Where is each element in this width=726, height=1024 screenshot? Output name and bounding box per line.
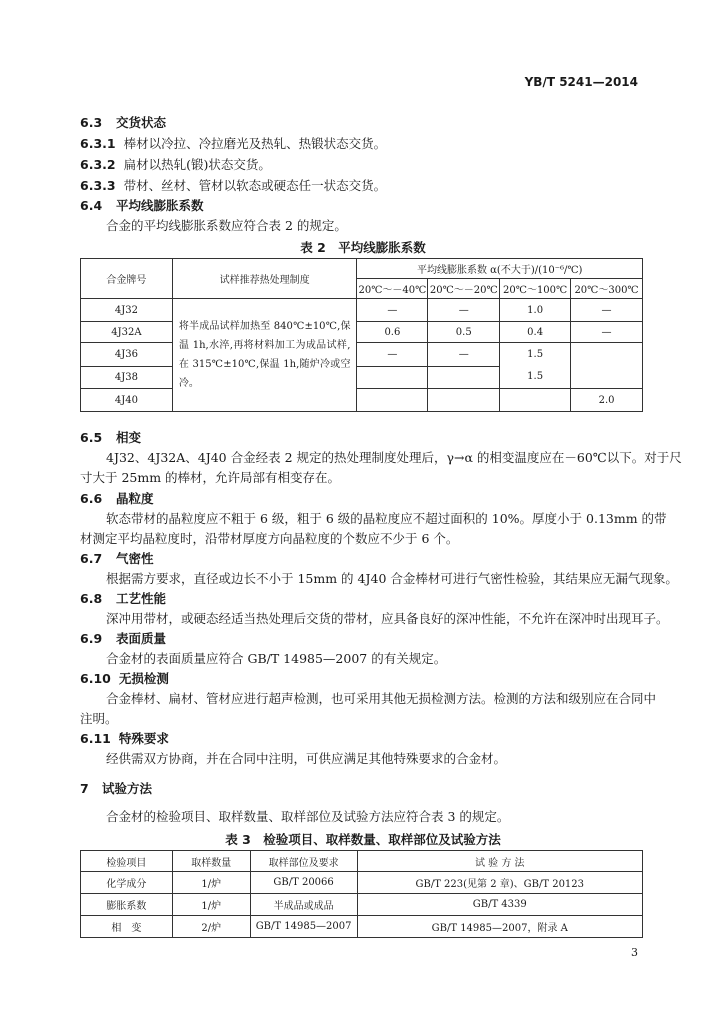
col-header-location: 取样部位及要求 — [250, 851, 357, 872]
item-cell: 相 变 — [81, 916, 173, 938]
value-cell: 2.0 — [571, 389, 643, 412]
value-cell: — — [357, 343, 428, 367]
col-header-method: 试 验 方 法 — [357, 851, 642, 872]
section-6-7-text: 根据需方要求，直径或边长不小于 15mm 的 4J40 合金棒材可进行气密性检验，其结果应无漏气现象。 — [106, 571, 678, 586]
treatment-cell: 将半成品试样加热至 840℃±10℃,保温 1h,水淬,再将材料加工为成品试样,在 315℃±10℃,保温 1h,随炉冷或空冷。 — [172, 299, 357, 412]
section-6-3-heading — [80, 113, 166, 131]
clause-text: 带材、丝材、管材以软态或硬态任一状态交货。 — [123, 178, 387, 193]
section-6-5-line-2: 寸大于 25mm 的棒材，允许局部有相变存在。 — [80, 470, 341, 485]
value-cell — [500, 343, 571, 389]
clause-number: 6.3.2 — [80, 157, 116, 172]
value-cell: 0.4 — [500, 322, 571, 343]
clause-number: 6.3.1 — [80, 136, 116, 151]
section-6-8-text: 深冲用带材，或硬态经适当热处理后交货的带材，应具备良好的深冲性能，不允许在深冲时出现耳子。 — [106, 611, 669, 626]
table-row — [81, 322, 643, 343]
value-cell: 0.6 — [357, 322, 428, 343]
section-6-10-heading — [80, 669, 169, 687]
value-cell: — — [571, 322, 643, 343]
section-number: 6.11 — [80, 731, 111, 746]
section-6-6-line-2: 材测定平均晶粒度时，沿带材厚度方向晶粒度的个数应不少于 6 个。 — [80, 531, 459, 546]
table-row — [81, 872, 643, 894]
table-2-caption: 表 2 平均线膨胀系数 — [300, 240, 426, 255]
section-number: 6.5 — [80, 430, 103, 445]
location-cell: GB/T 14985—2007 — [250, 916, 357, 938]
col-header-qty: 取样数量 — [172, 851, 250, 872]
clause-text: 棒材以冷拉、冷拉磨光及热轧、热锻状态交货。 — [123, 136, 387, 151]
qty-cell: 1/炉 — [172, 894, 250, 916]
value-4j38: 1.5 — [527, 371, 544, 382]
section-number: 6.9 — [80, 631, 103, 646]
clause-text: 扁材以热轧(锻)状态交货。 — [123, 157, 271, 172]
section-6-7-heading — [80, 549, 154, 567]
page-number: 3 — [631, 946, 638, 959]
section-6-5-heading — [80, 428, 141, 446]
value-cell — [428, 389, 500, 412]
method-cell: GB/T 14985—2007，附录 A — [357, 916, 642, 938]
section-6-5-line-1: 4J32、4J32A、4J40 合金经表 2 规定的热处理制度处理后，γ→α 的相变温度应在－60℃以下。对于尺 — [106, 450, 682, 465]
section-number: 6.6 — [80, 491, 103, 506]
value-cell: 0.5 — [428, 322, 500, 343]
table-row — [81, 916, 643, 938]
method-cell: GB/T 4339 — [357, 894, 642, 916]
section-title: 特殊要求 — [118, 731, 169, 746]
col-header-alloy: 合金牌号 — [81, 259, 173, 299]
table-row — [81, 389, 643, 412]
section-6-6-heading — [80, 489, 154, 507]
section-6-10-line-1: 合金棒材、扁材、管材应进行超声检测，也可采用其他无损检测方法。检测的方法和级别应在合同中 — [106, 691, 657, 706]
section-number: 6.8 — [80, 591, 103, 606]
method-cell: GB/T 223(见第 2 章)、GB/T 20123 — [357, 872, 642, 894]
value-4j36: 1.5 — [527, 349, 544, 360]
value-cell — [357, 389, 428, 412]
section-title: 无损检测 — [118, 671, 169, 686]
range-header: 20℃～－40℃ — [357, 279, 428, 299]
location-cell: GB/T 20066 — [250, 872, 357, 894]
range-header: 20℃～－20℃ — [428, 279, 500, 299]
table-row — [81, 894, 643, 916]
value-cell: — — [357, 299, 428, 322]
section-number: 7 — [80, 781, 89, 796]
standard-number: YB/T 5241—2014 — [524, 75, 638, 89]
section-6-11-heading — [80, 729, 169, 747]
value-cell: — — [428, 343, 500, 367]
clause-number: 6.3.3 — [80, 178, 116, 193]
section-title: 交货状态 — [116, 115, 167, 130]
col-header-item: 检验项目 — [81, 851, 173, 872]
value-cell — [428, 366, 500, 389]
range-header: 20℃～300℃ — [571, 279, 643, 299]
alloy-cell: 4J40 — [81, 389, 173, 412]
value-cell: — — [428, 299, 500, 322]
value-cell — [500, 389, 571, 412]
table-row — [81, 299, 643, 322]
section-6-4-text: 合金的平均线膨胀系数应符合表 2 的规定。 — [106, 218, 347, 233]
clause-6-3-2 — [80, 155, 271, 173]
alloy-cell: 4J38 — [81, 366, 173, 389]
section-6-6-line-1: 软态带材的晶粒度应不粗于 6 级，粗于 6 级的晶粒度应不超过面积的 10%。厚度小于 0.13mm 的带 — [106, 511, 667, 526]
section-6-8-heading — [80, 589, 166, 607]
section-6-9-heading — [80, 629, 166, 647]
alloy-cell: 4J32 — [81, 299, 173, 322]
section-number: 6.7 — [80, 551, 103, 566]
table-3 — [80, 850, 643, 938]
section-6-4-heading — [80, 196, 204, 214]
section-7-text: 合金材的检验项目、取样数量、取样部位及试验方法应符合表 3 的规定。 — [106, 809, 510, 824]
qty-cell: 1/炉 — [172, 872, 250, 894]
table-2 — [80, 258, 643, 412]
value-cell — [357, 366, 428, 389]
section-title: 相变 — [116, 430, 142, 445]
alloy-cell: 4J36 — [81, 343, 173, 367]
section-title: 平均线膨胀系数 — [116, 198, 204, 213]
clause-6-3-3 — [80, 176, 386, 194]
clause-6-3-1 — [80, 134, 386, 152]
section-7-heading — [80, 779, 152, 797]
table-row — [81, 343, 643, 367]
section-number: 6.3 — [80, 115, 103, 130]
section-6-11-text: 经供需双方协商，并在合同中注明，可供应满足其他特殊要求的合金材。 — [106, 751, 507, 766]
section-title: 表面质量 — [116, 631, 167, 646]
value-cell: — — [571, 299, 643, 322]
section-title: 晶粒度 — [116, 491, 154, 506]
location-cell: 半成品或成品 — [250, 894, 357, 916]
section-number: 6.4 — [80, 198, 103, 213]
col-header-treatment: 试样推荐热处理制度 — [172, 259, 357, 299]
section-title: 试验方法 — [102, 781, 153, 796]
value-cell: 1.0 — [500, 299, 571, 322]
section-title: 气密性 — [116, 551, 154, 566]
section-6-10-line-2: 注明。 — [80, 711, 118, 726]
col-header-coefficient: 平均线膨胀系数 α(不大于)/(10⁻⁶/℃) — [357, 259, 643, 279]
table-3-caption: 表 3 检验项目、取样数量、取样部位及试验方法 — [225, 832, 501, 847]
item-cell: 膨胀系数 — [81, 894, 173, 916]
section-number: 6.10 — [80, 671, 111, 686]
value-cell — [571, 343, 643, 389]
section-6-9-text: 合金材的表面质量应符合 GB/T 14985—2007 的有关规定。 — [106, 651, 447, 666]
alloy-cell: 4J32A — [81, 322, 173, 343]
item-cell: 化学成分 — [81, 872, 173, 894]
qty-cell: 2/炉 — [172, 916, 250, 938]
section-title: 工艺性能 — [116, 591, 167, 606]
range-header: 20℃～100℃ — [500, 279, 571, 299]
